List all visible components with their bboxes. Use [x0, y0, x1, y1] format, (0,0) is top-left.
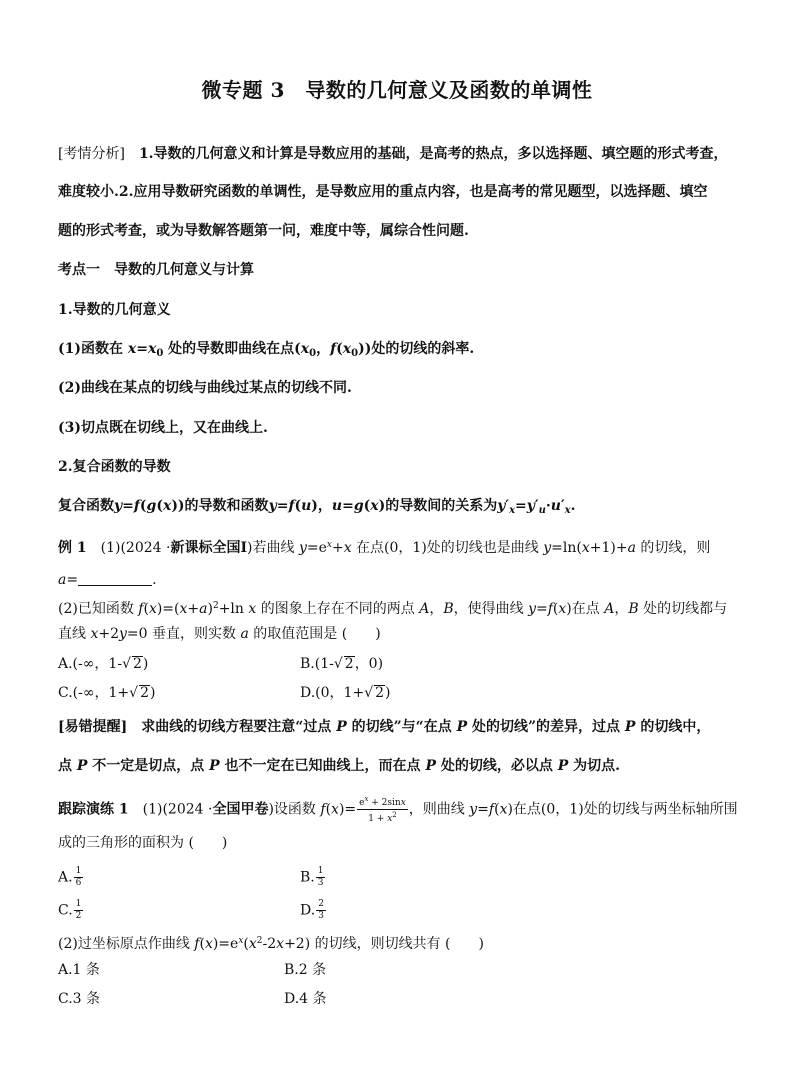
option-b[interactable]: B.(1-√ 2，0)	[300, 656, 384, 672]
option-b[interactable]: B. $\frac{1}{3}$	[300, 866, 324, 888]
composite-derivative-rule: 复合函数y=f(g(x))的导数和函数y=f(u)，u=g(x)的导数间的关系为$y'_x=y'_u\cdot u'_x$.	[58, 498, 576, 516]
subsection-heading-1: 1.导数的几何意义	[58, 302, 171, 318]
track-part-1-line-1: 跟踪演练 1 (1)(2024 ·全国甲卷)设函数 f(x)= $\frac{e^x + 2\sin x}{1 + x^2}$ ，则曲线 y=f(x)在点(0，1)处的切线与两坐标轴所围	[58, 795, 738, 824]
option-b[interactable]: B.2 条	[284, 962, 327, 978]
example-1-part-2-line-2: 直线 x+2y=0 垂直，则实数 a 的取值范围是 ( )	[58, 626, 381, 642]
option-c[interactable]: C. $\frac{1}{2}$	[58, 899, 82, 921]
option-d[interactable]: D.(0，1+√ 2)	[300, 685, 391, 701]
option-a[interactable]: A. $\frac{1}{6}$	[58, 866, 82, 888]
option-a[interactable]: A.(-∞，1-√ 2)	[58, 656, 149, 672]
option-d[interactable]: D.4 条	[284, 991, 327, 1007]
analysis-line-3: 题的形式考查，或为导数解答题第一问，难度中等，属综合性问题.	[58, 223, 469, 239]
example-1-part-1: 例 1 (1)(2024 ·新课标全国Ⅰ)若曲线 $y=e^x+x$ 在点(0，1)处的切线也是曲线 y=ln(x+1)+a 的切线，则	[58, 540, 711, 556]
page-title: 微专题 3 导数的几何意义及函数的单调性	[201, 78, 593, 102]
section-heading-kaodian1: 考点一 导数的几何意义与计算	[58, 262, 254, 278]
option-c[interactable]: C.3 条	[58, 991, 101, 1007]
track-part-1-line-2: 成的三角形的面积为 ( )	[58, 835, 228, 851]
fraction: $\frac{e^x + 2\sin x}{1 + x^2}$	[359, 795, 406, 824]
point-3: (3)切点既在切线上，又在曲线上.	[58, 420, 268, 436]
analysis-tag: [考情分析]	[58, 146, 125, 162]
tip-line-2: 点 P 不一定是切点，点 P 也不一定在已知曲线上，而在点 P 处的切线，必以点 P 为切点.	[58, 758, 620, 774]
example-1-part-2-line-1: (2)已知函数 $f(x)=(x+a)^2+\ln$ x 的图象上存在不同的两点 A，B，使得曲线 y=f(x)在点 A，B 处的切线都与	[58, 601, 728, 617]
track-label: 跟踪演练 1	[58, 801, 129, 818]
example-label: 例 1	[58, 540, 87, 556]
option-d[interactable]: D. $\frac{2}{3}$	[300, 899, 324, 921]
option-c[interactable]: C.(-∞，1+√ 2)	[58, 685, 156, 701]
analysis-line-1: [考情分析] 1.导数的几何意义和计算是导数应用的基础，是高考的热点，多以选择题、填空题的形式考查，	[58, 146, 728, 162]
answer-blank	[78, 571, 152, 586]
option-a[interactable]: A.1 条	[58, 962, 100, 978]
tip-line-1: [易错提醒] 求曲线的切线方程要注意“过点 P 的切线”与“在点 P 处的切线”的差异，过点 P 的切线中，	[58, 719, 711, 735]
point-2: (2)曲线在某点的切线与曲线过某点的切线不同.	[58, 380, 352, 396]
subsection-heading-2: 2.复合函数的导数	[58, 459, 171, 475]
point-1: (1)函数在 $x=x_0$ 处的导数即曲线在点($x_0$，$f(x_0)$)处的切线的斜率.	[58, 341, 475, 359]
track-part-2: (2)过坐标原点作曲线 $f(x)=e^x(x^2-2x+2)$ 的切线，则切线共有 ( )	[58, 936, 484, 952]
example-1-answer-line: a= .	[58, 572, 157, 588]
analysis-line-2: 难度较小.2.应用导数研究函数的单调性，是导数应用的重点内容，也是高考的常见题型，以选择题、填空	[58, 184, 708, 200]
